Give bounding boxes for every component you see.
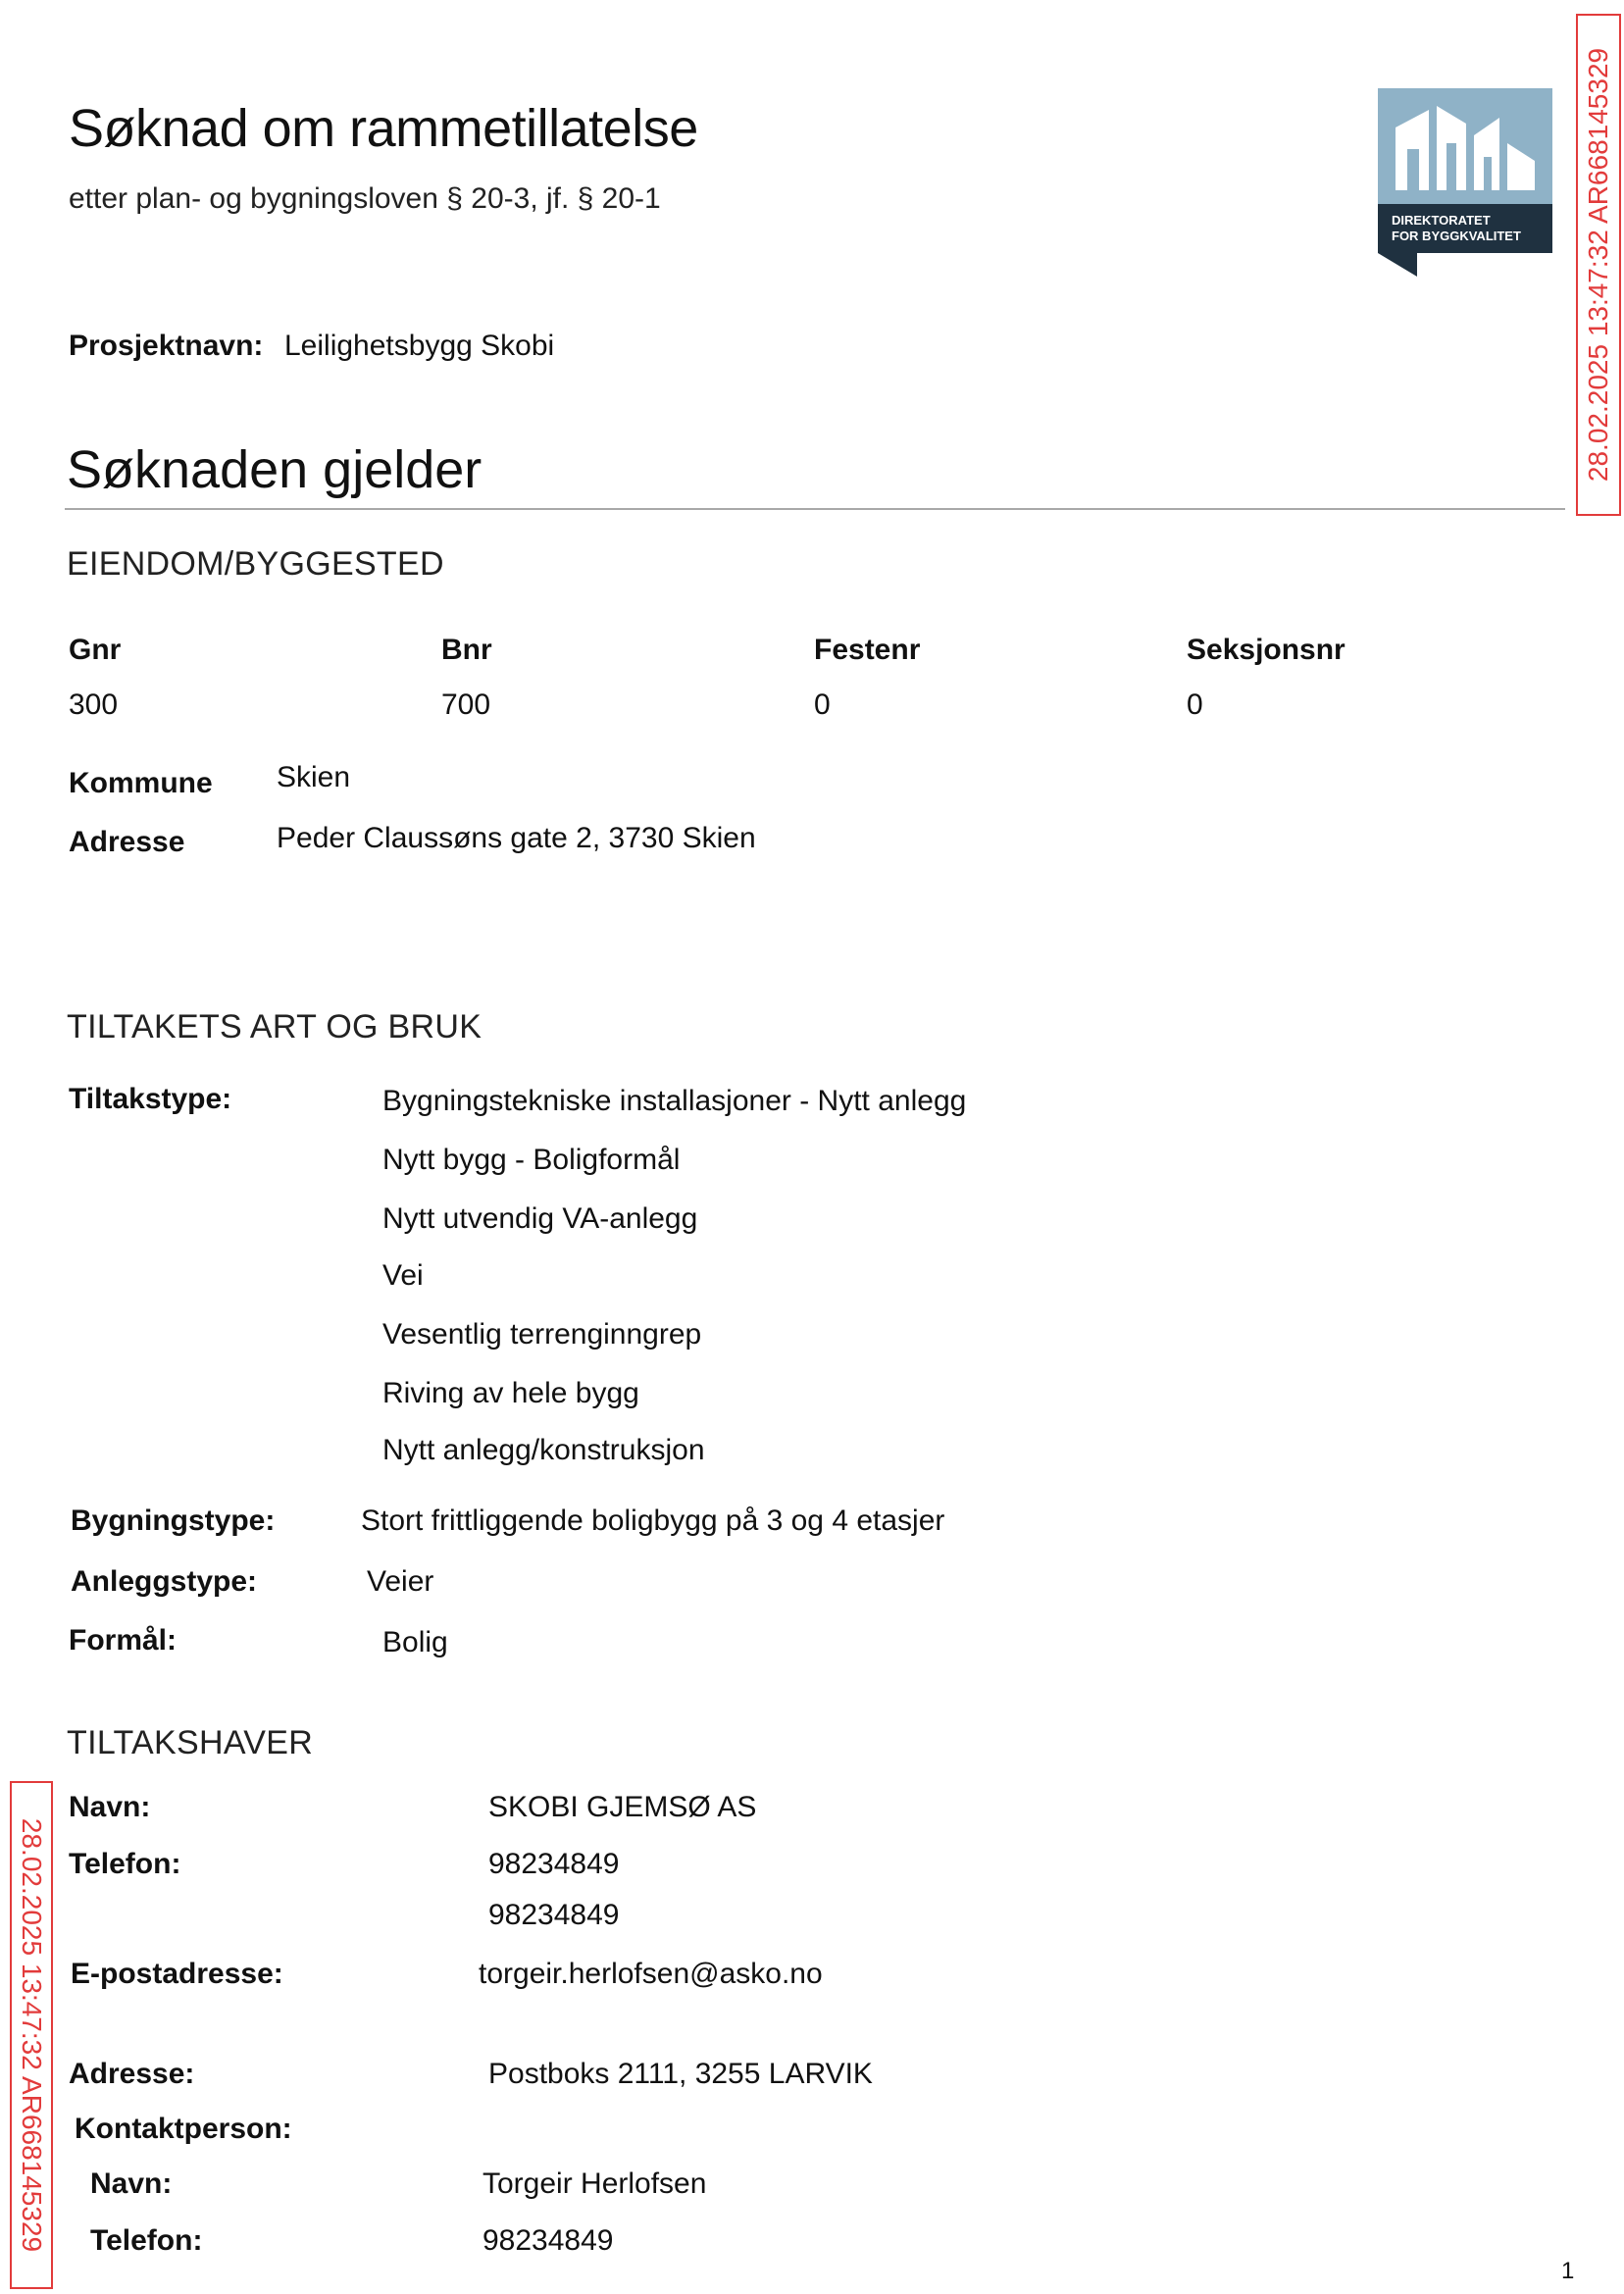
anleggstype-value: Veier [367, 1565, 434, 1598]
gnr-label: Gnr [69, 634, 122, 666]
document-subtitle: etter plan- og bygningsloven § 20-3, jf. § 20-1 [69, 182, 661, 215]
bygningstype-value: Stort frittliggende boligbygg på 3 og 4 etasjer [361, 1504, 945, 1537]
page-number: 1 [1561, 2258, 1575, 2284]
logo-text-line2: FOR BYGGKVALITET [1392, 229, 1521, 243]
bnr-label: Bnr [441, 634, 492, 666]
seksjonsnr-label: Seksjonsnr [1187, 634, 1345, 666]
tiltakshaver-adresse-value: Postboks 2111, 3255 LARVIK [488, 2058, 873, 2090]
tiltakstype-item: Nytt anlegg/konstruksjon [382, 1434, 705, 1466]
tiltakshaver-adresse-label: Adresse: [69, 2058, 195, 2090]
kontaktperson-label: Kontaktperson: [75, 2113, 292, 2145]
tiltakstype-label: Tiltakstype: [69, 1083, 232, 1115]
gnr-value: 300 [69, 688, 119, 721]
tiltakstype-item: Vesentlig terrenginngrep [382, 1318, 702, 1351]
adresse-value: Peder Claussøns gate 2, 3730 Skien [277, 822, 756, 854]
timestamp-stamp-right-text: 28.02.2025 13:47:32 AR668145329 [1583, 47, 1614, 483]
tiltakshaver-epost-value: torgeir.herlofsen@asko.no [479, 1958, 823, 1990]
tiltakshaver-navn-value: SKOBI GJEMSØ AS [488, 1791, 757, 1823]
anleggstype-label: Anleggstype: [71, 1565, 258, 1598]
tiltakstype-item: Riving av hele bygg [382, 1377, 639, 1409]
kontaktperson-navn-label: Navn: [90, 2167, 173, 2200]
tiltakshaver-telefon-value: 98234849 [488, 1899, 620, 1931]
kommune-value: Skien [277, 761, 351, 793]
tiltakstype-item: Vei [382, 1259, 424, 1292]
bnr-value: 700 [441, 688, 491, 721]
tiltakshaver-navn-label: Navn: [69, 1791, 151, 1823]
tiltakshaver-epost-label: E-postadresse: [71, 1958, 283, 1990]
timestamp-stamp-right [1576, 14, 1621, 516]
section-divider [65, 508, 1565, 510]
kontaktperson-telefon-value: 98234849 [482, 2224, 614, 2257]
project-name-value: Leilighetsbygg Skobi [284, 330, 555, 362]
section-title: Søknaden gjelder [67, 440, 482, 499]
tiltakshaver-heading: TILTAKSHAVER [67, 1724, 314, 1761]
tiltakstype-item: Nytt utvendig VA-anlegg [382, 1202, 698, 1235]
tiltakshaver-telefon-label: Telefon: [69, 1848, 181, 1880]
tiltakstype-item: Nytt bygg - Boligformål [382, 1144, 681, 1176]
project-name-label: Prosjektnavn: [69, 330, 264, 362]
bygningstype-label: Bygningstype: [71, 1504, 276, 1537]
kommune-label: Kommune [69, 767, 213, 799]
tiltakstype-item: Bygningstekniske installasjoner - Nytt anlegg [382, 1085, 967, 1117]
document-title: Søknad om rammetillatelse [69, 99, 698, 158]
seksjonsnr-value: 0 [1187, 688, 1203, 721]
tiltak-heading: TILTAKETS ART OG BRUK [67, 1008, 482, 1045]
festenr-value: 0 [814, 688, 831, 721]
formal-label: Formål: [69, 1624, 178, 1657]
tiltakshaver-telefon-value: 98234849 [488, 1848, 620, 1880]
kontaktperson-telefon-label: Telefon: [90, 2224, 203, 2257]
dibk-logo [1378, 88, 1552, 277]
property-heading: EIENDOM/BYGGESTED [67, 545, 444, 583]
timestamp-stamp-left-text: 28.02.2025 13:47:32 AR668145329 [17, 1817, 48, 2253]
kontaktperson-navn-value: Torgeir Herlofsen [482, 2167, 707, 2200]
adresse-label: Adresse [69, 826, 185, 858]
formal-value: Bolig [382, 1626, 448, 1658]
festenr-label: Festenr [814, 634, 921, 666]
timestamp-stamp-left [10, 1781, 53, 2289]
logo-text-line1: DIREKTORATET [1392, 213, 1491, 228]
